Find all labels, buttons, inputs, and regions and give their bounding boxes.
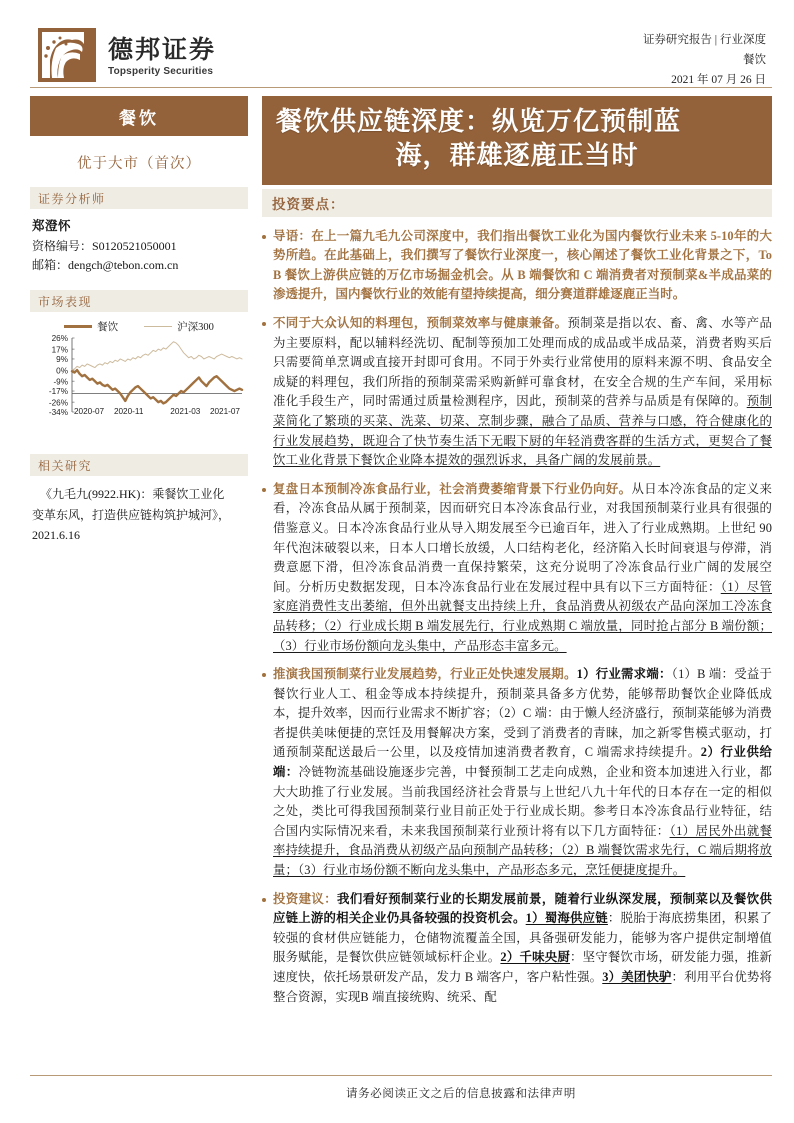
company-text-0: ：脱胎于海底捞集团，积累了较强的食材供应链能力，仓储物流覆盖全国，具备强研发能力，能够为客户提供定制增值服务赋能，是餐饮供应链领域标杆企业。 bbox=[273, 911, 773, 965]
bullet-lead: 推演我国预制菜行业发展趋势，行业正处快速发展期。 bbox=[273, 667, 577, 682]
svg-text:2021-07: 2021-07 bbox=[209, 407, 240, 417]
analyst-block bbox=[30, 209, 248, 276]
analyst-section-header bbox=[30, 187, 248, 209]
related-item-line: 2021.6.16 bbox=[32, 528, 80, 542]
legend-entry-0 bbox=[64, 319, 118, 334]
bullet-lead: 不同于大众认知的料理包，预制菜效率与健康兼备。 bbox=[273, 316, 568, 330]
report-title-band bbox=[262, 96, 772, 185]
header-sector: 餐饮 bbox=[743, 54, 766, 67]
svg-text:2021-03: 2021-03 bbox=[170, 407, 201, 417]
svg-text:-17%: -17% bbox=[48, 387, 68, 397]
footer-disclaimer: 请务必阅读正文之后的信息披露和法律声明 bbox=[346, 1088, 576, 1100]
svg-text:2020-07: 2020-07 bbox=[74, 407, 105, 417]
svg-text:2020-11: 2020-11 bbox=[113, 407, 144, 417]
legend-entry-1 bbox=[144, 319, 214, 334]
analyst-section-title: 证券分析师 bbox=[38, 191, 106, 206]
main-column bbox=[262, 96, 772, 1016]
market-section-title: 市场表现 bbox=[38, 294, 93, 309]
page-content bbox=[0, 96, 794, 1016]
brand-text bbox=[108, 34, 216, 77]
company-text-1: ：坚守餐饮市场，研发能力强，推新速度快，依托场景研发产品，发力 B 端客户，客户粘性强。 bbox=[273, 950, 772, 984]
brand-block bbox=[22, 26, 216, 84]
related-research-block bbox=[30, 454, 248, 545]
company-text-2: ：利用平台优势将整合资源，实现B 端直接统购、统采、配 bbox=[273, 970, 772, 1004]
market-performance-block bbox=[30, 290, 248, 440]
report-date: 2021 年 07 月 26 日 bbox=[671, 74, 766, 87]
bullet-underlined: （1）尽管家庭消费性支出萎缩，但外出就餐支出持续上升，食品消费从初级农产品向深加工冷冻食品转移；（2）行业成长期 B 端发展先行，行业成熟期 C 端放量，同时抢占部分 B 端份额；（3）行业市场份额向龙头集中，产品形态丰富多元。 bbox=[273, 579, 772, 653]
legend-label-1: 沪深300 bbox=[177, 321, 214, 333]
bullet-dot-icon bbox=[262, 898, 266, 902]
analyst-name: 郑澄怀 bbox=[32, 219, 72, 233]
highlights-bullets bbox=[262, 217, 772, 1008]
bullet-text bbox=[273, 314, 772, 471]
svg-text:9%: 9% bbox=[56, 355, 68, 365]
highlights-header bbox=[262, 189, 772, 217]
brand-name-cn: 德邦证券 bbox=[108, 35, 217, 64]
bullet-item bbox=[262, 480, 772, 656]
header-divider bbox=[30, 87, 772, 88]
bullet-text bbox=[273, 665, 772, 881]
highlights-title: 投资要点： bbox=[272, 196, 345, 212]
analyst-email[interactable]: 邮箱：dengch@tebon.com.cn bbox=[32, 258, 179, 273]
bullet-item bbox=[262, 665, 772, 881]
bullet-subhead-1: 1）行业需求端： bbox=[576, 667, 672, 682]
page-footer bbox=[30, 1075, 772, 1101]
company-label-1: 2）千味央厨 bbox=[500, 950, 571, 965]
bullet-lead: 投资建议： bbox=[273, 891, 338, 906]
market-section-header bbox=[30, 290, 248, 312]
bullet-dot-icon bbox=[262, 322, 266, 326]
related-section-header bbox=[30, 454, 248, 476]
svg-text:-26%: -26% bbox=[48, 398, 68, 408]
analyst-license: 资格编号：S0120521050001 bbox=[32, 238, 177, 253]
market-performance-chart bbox=[30, 312, 248, 440]
bullet-text bbox=[273, 890, 772, 1008]
report-type: 证券研究报告 | 行业深度 bbox=[642, 34, 766, 46]
bullet-subhead-2: 2）行业供给端： bbox=[273, 745, 772, 780]
chart-legend bbox=[30, 318, 248, 334]
bullet-lead: 导语： bbox=[273, 228, 312, 243]
company-label-0: 1）蜀海供应链 bbox=[525, 911, 608, 926]
bullet-body-bold: 我们看好预制菜行业的长期发展前景，随着行业纵深发展，预制菜以及餐饮供应链上游的相关企业仍具备较强的投资机会。 bbox=[273, 891, 772, 926]
bullet-text bbox=[273, 227, 772, 305]
sector-band bbox=[30, 96, 248, 136]
svg-text:0%: 0% bbox=[56, 366, 68, 376]
leopard-logo-icon bbox=[36, 26, 98, 84]
svg-text:26%: 26% bbox=[51, 334, 68, 344]
bullet-body: 预制菜是指以农、畜、禽、水等产品为主要原料，配以辅料经洗切、配制等预加工处理而成的成品或半成品菜，消费者购买后只需要简单烹调或直接开封即可食用。不同于外卖行业常使用的原料来源不明、食品安全成疑的料理包，我们所指的预制菜需采购新鲜可靠食材，在安全合规的生产车间，采用标准化手段生产，同时需通过质量检测程序，因此，预制菜的营养与品质是有保障的。 bbox=[273, 316, 772, 409]
bullet-body-1: （1）B 端：受益于餐饮行业人工、租金等成本持续提升，预制菜具备多方优势，能够帮助餐饮企业降低成本，提升效率，因而行业需求不断扩容；（2）C 端：由于懒人经济盛行，预制菜能够为消费者提供美味便捷的烹饪及用餐解决方案，受到了消费者的青睐，加之新零售模式驱动，打通预制菜配送最后一公里，以及疫情加速消费者教育，C 端需求持续提升。 bbox=[273, 667, 772, 760]
page-header bbox=[0, 0, 794, 96]
related-section-title: 相关研究 bbox=[38, 458, 93, 473]
bullet-body-2: 冷链物流基础设施逐步完善，中餐预制工艺走向成熟，企业和资本加速进入行业，都大大助推了行业发展。当前我国经济社会背景与上世纪八九十年代的日本存在一定的相似之处，类比可得我国预制菜行业目前正处于行业成长期。参考日本冷冻食品行业特征，结合国内实际情况来看，未来我国预制菜行业预计将有以下几方面特征： bbox=[273, 765, 772, 838]
legend-label-0: 餐饮 bbox=[97, 321, 119, 333]
report-title-line-2: 海，群雄逐鹿正当时 bbox=[395, 141, 639, 171]
bullet-item bbox=[262, 227, 772, 305]
report-title-line-1: 餐饮供应链深度：纵览万亿预制蓝 bbox=[276, 107, 682, 136]
brand-name-en: Topsperity Securities bbox=[108, 65, 214, 77]
related-research-list bbox=[30, 476, 248, 545]
bullet-underlined: 预制菜简化了繁琐的买菜、洗菜、切菜、烹制步骤，融合了品质、营养与口感，符合健康化的行业发展趋势，既迎合了快节奏生活下无暇下厨的年轻消费客群的生活方式，更契合了餐饮工业化背景下餐饮企业降本提效的强烈诉求，具备广阔的发展前景。 bbox=[273, 394, 772, 468]
header-meta bbox=[643, 26, 772, 90]
svg-text:-34%: -34% bbox=[48, 408, 68, 418]
bullet-dot-icon bbox=[262, 235, 266, 239]
related-item-line[interactable]: 《九毛九(9922.HK)：乘餐饮工业化 bbox=[40, 487, 225, 502]
bullet-body: 从日本冷冻食品的定义来看，冷冻食品从属于预制菜，因而研究日本冷冻食品行业，对我国预制菜行业具有很强的借鉴意义。日本冷冻食品行业从导入期发展至今已逾百年，进入了行业成熟期。上世纪 90 年代泡沫破裂以来，日本人口增长放缓，人口结构老化，经济陷入长时间衰退与停滞，消费意愿下滑，但冷冻食品消费一直保持繁荣，这充分说明了冷冻食品行业广阔的发展空间。分析历史数据发现，日本冷冻食品行业在发展过程中具有以下三方面特征： bbox=[273, 481, 772, 594]
bullet-underlined: （1）居民外出就餐率持续提升，食品消费从初级产品向预制产品转移；（2）B 端餐饮需求先行，C 端后期将放量；（3）行业市场份额不断向龙头集中，产品形态多元，烹饪便捷度提升。 bbox=[273, 823, 772, 878]
bullet-text bbox=[273, 480, 772, 656]
bullet-dot-icon bbox=[262, 488, 266, 492]
company-label-2: 3）美团快驴 bbox=[602, 970, 672, 984]
rating-label: 优于大市（首次） bbox=[77, 156, 201, 172]
bullet-item bbox=[262, 314, 772, 471]
bullet-body: 在上一篇九毛九公司深度中，我们指出餐饮工业化为国内餐饮行业未来 5-10年的大势所趋。在此基础上，我们撰写了餐饮行业深度一，核心阐述了餐饮工业化背景之下，To B 餐饮上游供应链的万亿市场掘金机会。从 B 端餐饮和 C 端消费者对预制菜&半成品菜的渗透提升，国内餐饮行业的效能有望持续提高，细分赛道群雄逐鹿正当时。 bbox=[273, 228, 772, 302]
related-item-line[interactable]: 变革东风，打造供应链构筑护城河》， bbox=[32, 507, 231, 522]
sector-band-label: 餐饮 bbox=[119, 108, 159, 128]
legend-swatch-icon bbox=[144, 326, 172, 327]
chart-canvas bbox=[30, 334, 248, 438]
sidebar bbox=[30, 96, 248, 1016]
svg-text:17%: 17% bbox=[51, 345, 68, 355]
svg-text:-9%: -9% bbox=[53, 377, 68, 387]
legend-swatch-icon bbox=[64, 325, 92, 328]
bullet-lead: 复盘日本预制冷冻食品行业，社会消费萎缩背景下行业仍向好。 bbox=[273, 481, 632, 496]
bullet-dot-icon bbox=[262, 673, 266, 677]
bullet-item bbox=[262, 890, 772, 1008]
